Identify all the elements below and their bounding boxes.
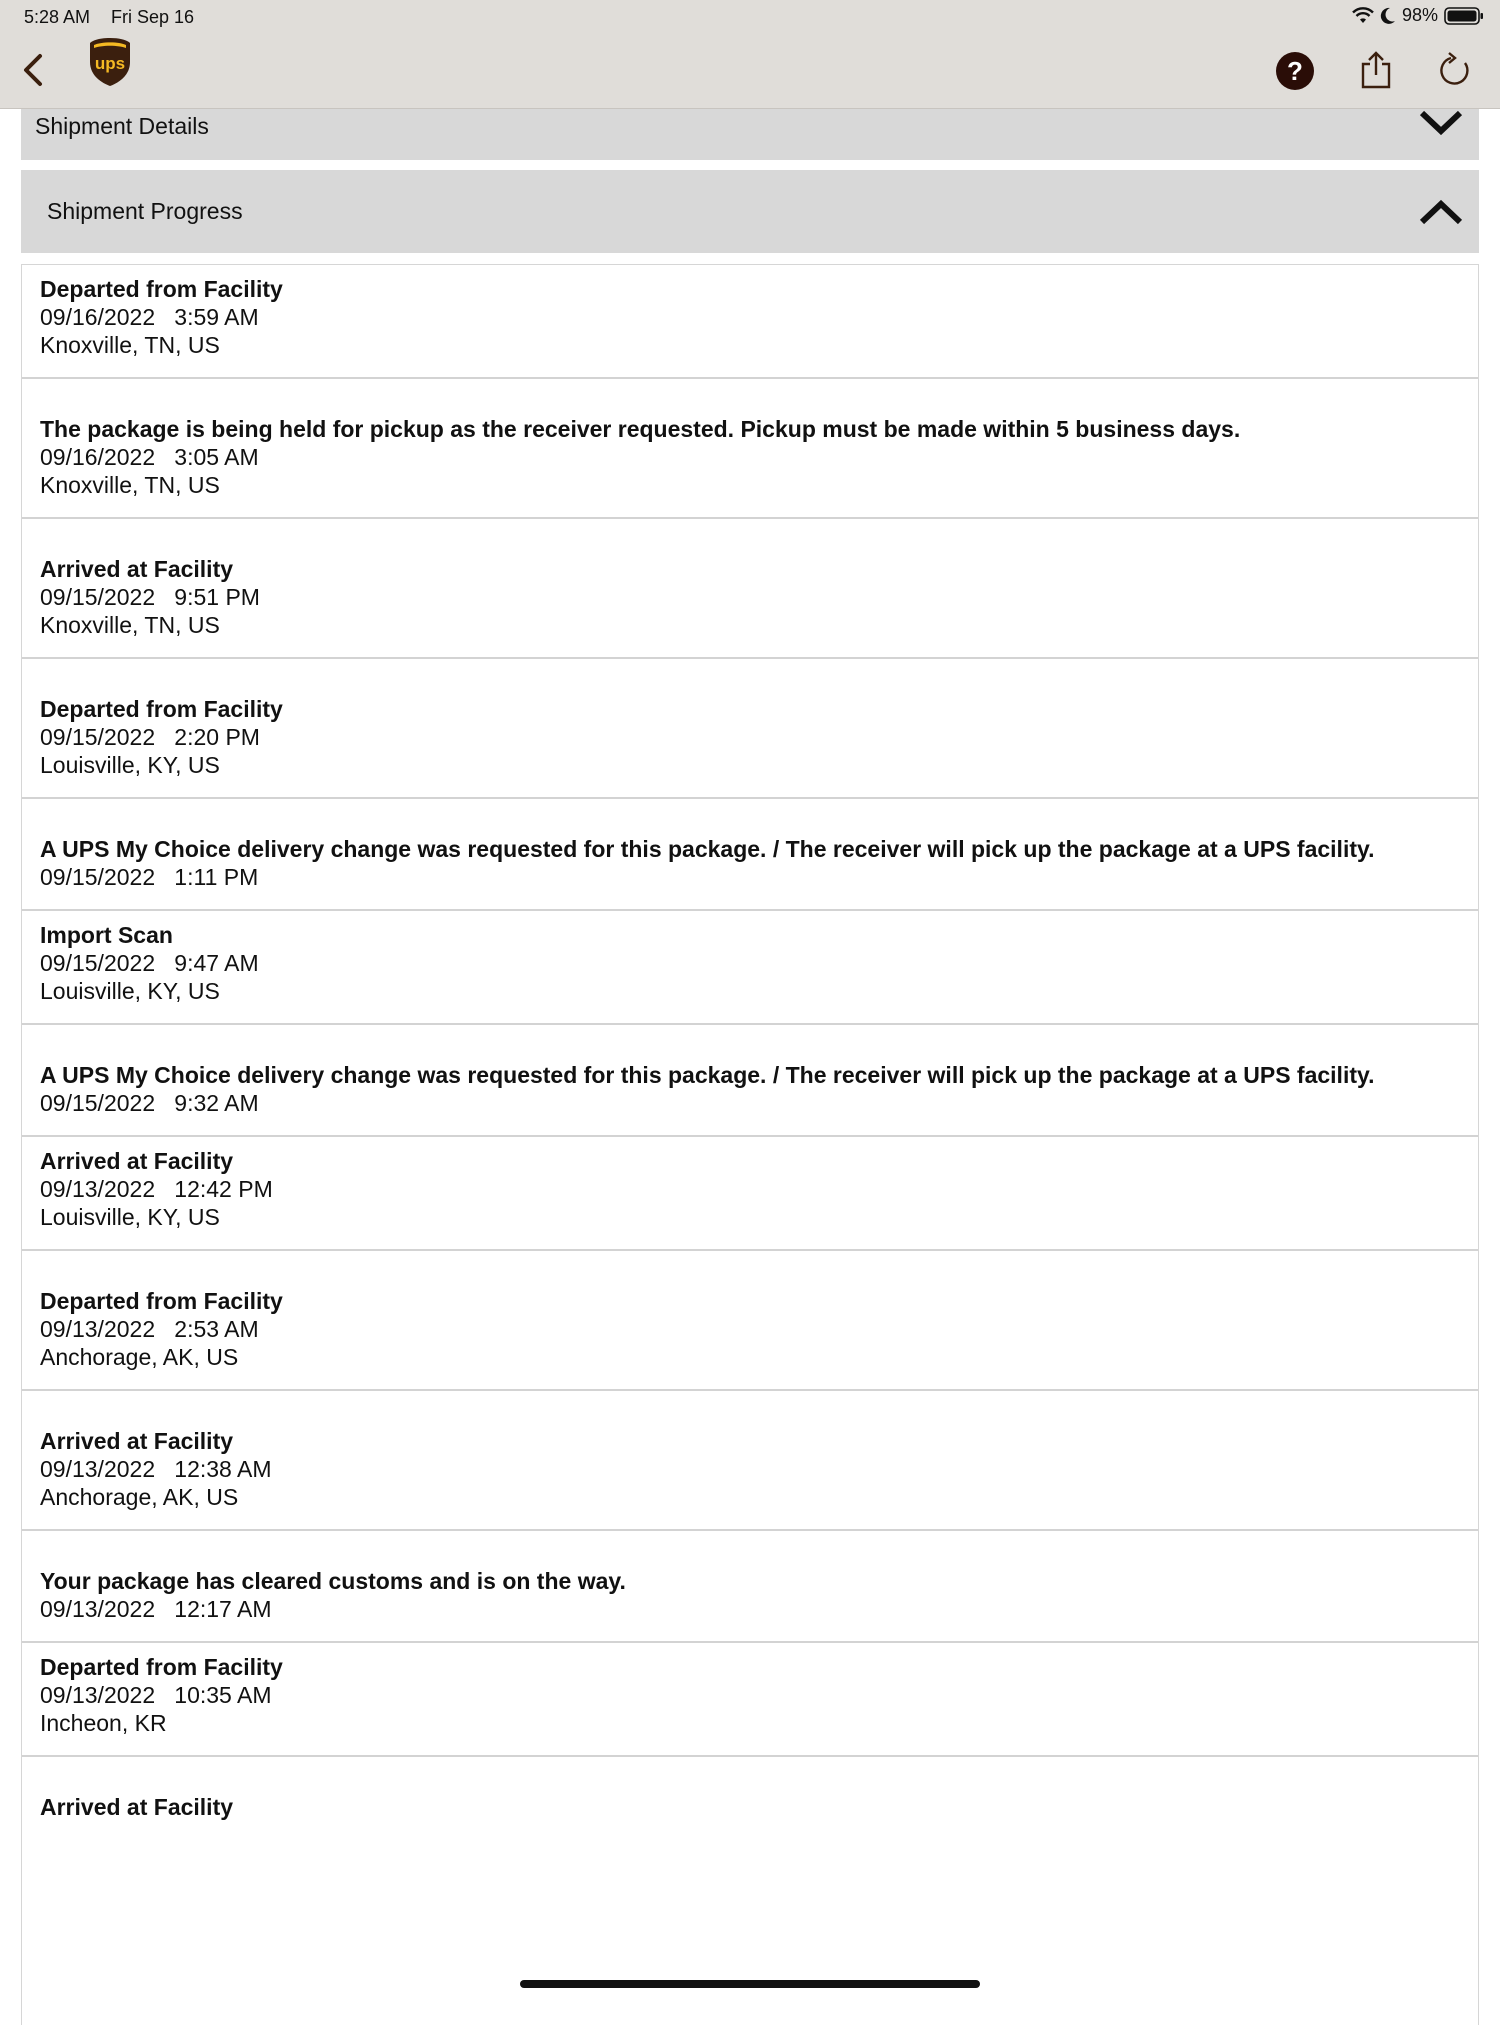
shipment-details-label: Shipment Details (35, 113, 209, 139)
event-datetime (40, 1595, 1460, 1623)
event-time: 9:47 AM (174, 950, 259, 976)
event-title: A UPS My Choice delivery change was requested for this package. / The receiver will pick up the package at a UPS facility. (40, 836, 1375, 862)
status-date: Fri Sep 16 (111, 7, 195, 27)
event-datetime (40, 443, 1460, 471)
event-date: 09/15/2022 (40, 1090, 156, 1116)
list-item (22, 265, 1478, 379)
list-item (22, 1643, 1478, 1757)
event-title: Departed from Facility (40, 1288, 283, 1314)
event-date: 09/13/2022 (40, 1176, 156, 1202)
event-time: 1:11 PM (174, 864, 259, 890)
event-time: 12:17 AM (174, 1596, 272, 1622)
ups-shield-logo (88, 36, 132, 88)
event-title: Arrived at Facility (40, 1148, 234, 1174)
event-title: Arrived at Facility (40, 1794, 234, 1820)
list-item (22, 659, 1478, 799)
list-item (22, 1251, 1478, 1391)
event-datetime (40, 1681, 1460, 1709)
event-time: 12:38 AM (174, 1456, 272, 1482)
top-toolbar (0, 34, 1500, 109)
shipment-progress-label: Shipment Progress (47, 198, 243, 224)
status-bar (0, 0, 1500, 34)
svg-text:?: ? (1287, 56, 1303, 86)
event-title: Departed from Facility (40, 1654, 283, 1680)
chevron-down-icon (1419, 109, 1463, 137)
event-title: A UPS My Choice delivery change was requested for this package. / The receiver will pick up the package at a UPS facility. (40, 1062, 1375, 1088)
event-datetime (40, 949, 1460, 977)
event-time: 2:53 AM (174, 1316, 259, 1342)
status-indicators (1352, 5, 1484, 26)
event-location: Louisville, KY, US (40, 1204, 220, 1230)
shipment-details-header[interactable] (21, 109, 1479, 160)
event-date: 09/15/2022 (40, 584, 156, 610)
status-time: 5:28 AM (24, 7, 91, 27)
event-time: 2:20 PM (174, 724, 260, 750)
event-title: Departed from Facility (40, 696, 283, 722)
home-indicator[interactable] (520, 1980, 980, 1988)
chevron-left-icon (20, 52, 44, 88)
event-date: 09/15/2022 (40, 724, 156, 750)
event-date: 09/13/2022 (40, 1456, 156, 1482)
refresh-icon (1438, 52, 1472, 88)
chevron-up-icon (1419, 196, 1463, 226)
shipment-progress-list (21, 264, 1479, 2025)
list-item (22, 1137, 1478, 1251)
event-date: 09/13/2022 (40, 1682, 156, 1708)
help-circle-icon (1275, 51, 1315, 91)
event-datetime (40, 723, 1460, 751)
event-time: 9:32 AM (174, 1090, 259, 1116)
event-datetime (40, 1089, 1460, 1117)
event-title: The package is being held for pickup as the receiver requested. Pickup must be made within 5 business days. (40, 416, 1241, 442)
event-datetime (40, 1315, 1460, 1343)
event-date: 09/15/2022 (40, 864, 156, 890)
event-time: 3:59 AM (174, 304, 259, 330)
event-location: Knoxville, TN, US (40, 332, 220, 358)
share-button[interactable] (1356, 46, 1396, 94)
event-title: Arrived at Facility (40, 1428, 234, 1454)
moon-icon (1380, 7, 1396, 25)
event-datetime (40, 1455, 1460, 1483)
list-item (22, 1025, 1478, 1137)
event-datetime (40, 1175, 1460, 1203)
event-date: 09/16/2022 (40, 444, 156, 470)
event-time: 12:42 PM (174, 1176, 273, 1202)
list-item (22, 1391, 1478, 1531)
share-icon (1359, 50, 1393, 90)
battery-icon (1444, 6, 1484, 26)
event-location: Knoxville, TN, US (40, 612, 220, 638)
back-button[interactable] (12, 48, 52, 92)
event-location: Knoxville, TN, US (40, 472, 220, 498)
list-item (22, 1757, 1478, 1839)
event-time: 3:05 AM (174, 444, 259, 470)
ups-logo (88, 36, 132, 88)
svg-text:ups: ups (94, 54, 126, 73)
event-title: Import Scan (40, 922, 173, 948)
event-date: 09/15/2022 (40, 950, 156, 976)
event-datetime (40, 863, 1460, 891)
event-location: Louisville, KY, US (40, 752, 220, 778)
event-datetime (40, 303, 1460, 331)
list-item (22, 519, 1478, 659)
event-title: Arrived at Facility (40, 556, 234, 582)
list-item (22, 911, 1478, 1025)
shipment-progress-header[interactable] (21, 170, 1479, 253)
event-date: 09/13/2022 (40, 1316, 156, 1342)
event-date: 09/16/2022 (40, 304, 156, 330)
event-location: Anchorage, AK, US (40, 1484, 239, 1510)
event-location: Louisville, KY, US (40, 978, 220, 1004)
help-button[interactable] (1274, 50, 1316, 92)
list-item (22, 799, 1478, 911)
event-location: Anchorage, AK, US (40, 1344, 239, 1370)
list-item (22, 1531, 1478, 1643)
event-time: 9:51 PM (174, 584, 260, 610)
event-datetime (40, 583, 1460, 611)
event-title: Departed from Facility (40, 276, 283, 302)
refresh-button[interactable] (1434, 48, 1476, 92)
list-item (22, 379, 1478, 519)
event-date: 09/13/2022 (40, 1596, 156, 1622)
battery-percent: 98% (1401, 5, 1438, 25)
event-title: Your package has cleared customs and is on the way. (40, 1568, 626, 1594)
event-time: 10:35 AM (174, 1682, 272, 1708)
wifi-icon (1352, 7, 1374, 25)
event-location: Incheon, KR (40, 1710, 167, 1736)
